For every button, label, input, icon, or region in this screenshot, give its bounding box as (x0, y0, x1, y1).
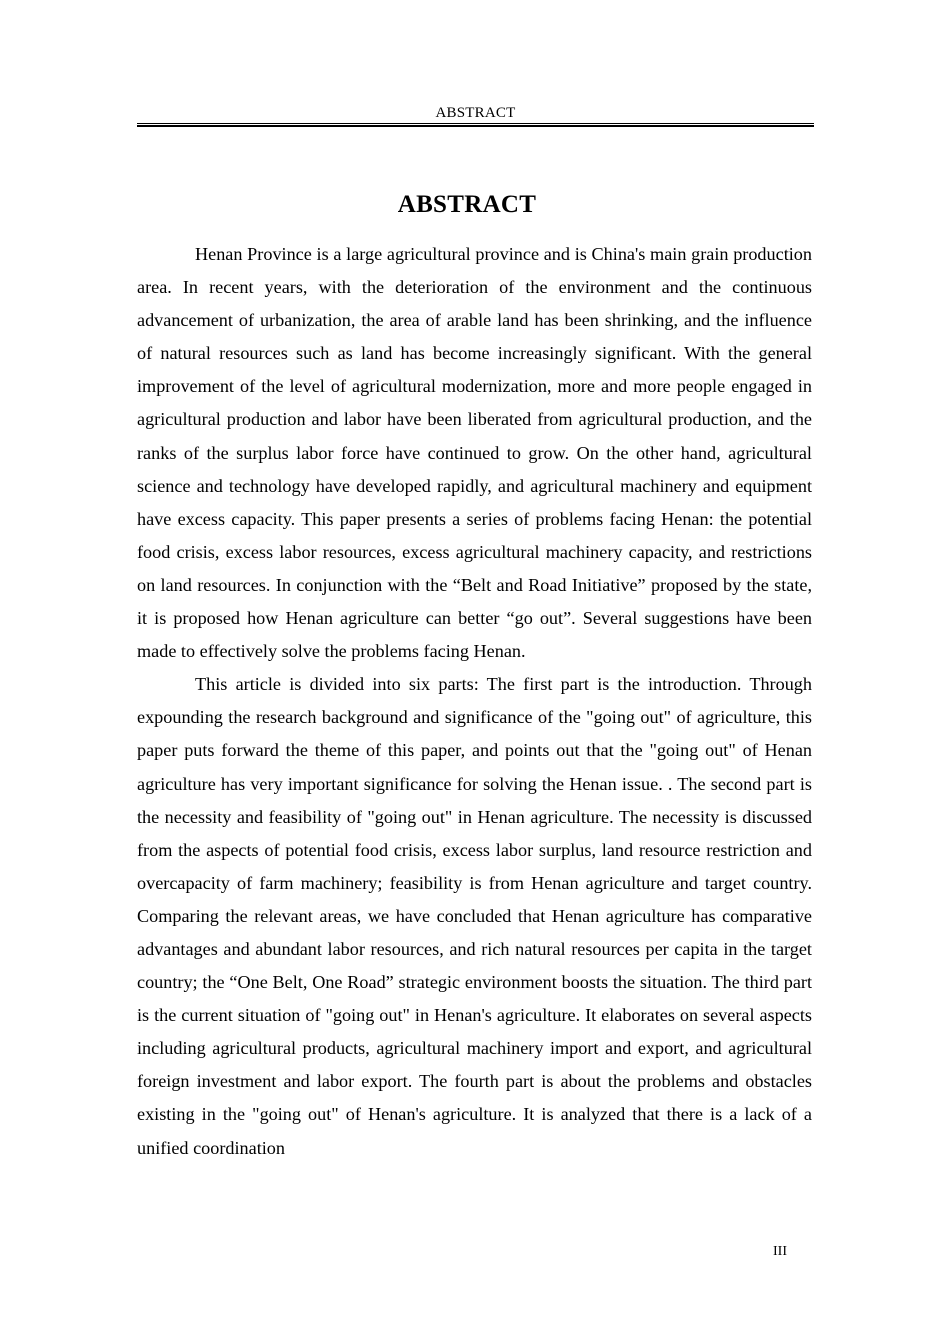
header-rule (137, 123, 814, 127)
abstract-paragraph-1: Henan Province is a large agricultural province and is China's main grain production area. In recent years, with the deterioration of the environment and the continuous advancement of urbanization, the area of arable land has been shrinking, and the influence of natural resources such as land has become increasingly significant. With the general improvement of the level of agricultural modernization, more and more people engaged in agricultural production and labor have been liberated from agricultural production, and the ranks of the surplus labor force have continued to grow. On the other hand, agricultural science and technology have developed rapidly, and agricultural machinery and equipment have excess capacity. This paper presents a series of problems facing Henan: the potential food crisis, excess labor resources, excess agricultural machinery capacity, and restrictions on land resources. In conjunction with the “Belt and Road Initiative” proposed by the state, it is proposed how Henan agriculture can better “go out”. Several suggestions have been made to effectively solve the problems facing Henan. (137, 244, 812, 662)
abstract-body (137, 238, 812, 1165)
running-header: ABSTRACT (435, 105, 516, 121)
abstract-paragraph-2: This article is divided into six parts: The first part is the introduction. Through expounding the research background and significance of the "going out" of agriculture, this paper puts forward the theme of this paper, and points out that the "going out" of Henan agriculture has very important significance for solving the Henan issue. . The second part is the necessity and feasibility of "going out" in Henan agriculture. The necessity is discussed from the aspects of potential food crisis, excess labor surplus, land resource restriction and overcapacity of farm machinery; feasibility is from Henan agriculture and target country. Comparing the relevant areas, we have concluded that Henan agriculture has comparative advantages and abundant labor resources, and rich natural resources per capita in the target country; the “One Belt, One Road” strategic environment boosts the situation. The third part is the current situation of "going out" in Henan's agriculture. It elaborates on several aspects including agricultural products, agricultural machinery import and export, and agricultural foreign investment and labor export. The fourth part is about the problems and obstacles existing in the "going out" of Henan's agriculture. It is analyzed that there is a lack of a unified coordination (137, 674, 812, 1158)
page-number: III (773, 1244, 787, 1259)
page-title: ABSTRACT (397, 191, 537, 218)
